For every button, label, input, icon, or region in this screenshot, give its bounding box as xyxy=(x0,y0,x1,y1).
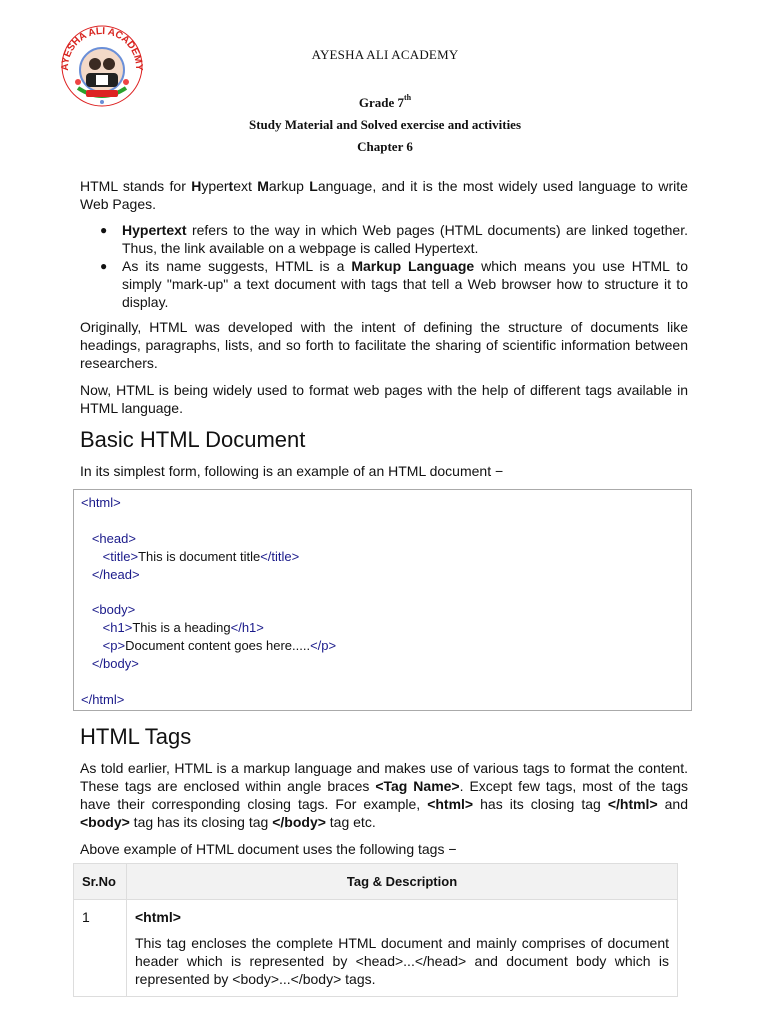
bullet-icon: ● xyxy=(100,223,108,237)
code-line xyxy=(81,583,684,601)
code-line: <head> xyxy=(91,530,136,546)
table-row xyxy=(74,900,678,997)
tag-description: This tag encloses the complete HTML document and mainly comprises of document header which is represented by <head>...</head> and document body which is represented by <body>...</body> tags. xyxy=(135,935,669,987)
usage-paragraph: Now, HTML is being widely used to format web pages with the help of different tags available in HTML language. xyxy=(80,382,688,416)
tags-list-intro: Above example of HTML document uses the following tags − xyxy=(80,841,457,857)
section-intro: In its simplest form, following is an example of an HTML document − xyxy=(80,463,504,479)
code-line: </html> xyxy=(81,691,125,707)
tag-name: <html> xyxy=(135,909,181,925)
row-number: 1 xyxy=(74,900,127,997)
code-line xyxy=(81,673,684,691)
academy-name: AYESHA ALI ACADEMY xyxy=(311,47,459,62)
table-header-row xyxy=(74,864,678,900)
bullet-icon: ● xyxy=(100,259,108,273)
grade-title: Grade 7th xyxy=(358,93,412,110)
tags-paragraph: As told earlier, HTML is a markup language and makes use of various tags to format the content. These tags are enclosed within angle braces <Tag Name>. Except few tags, most of the tags have their corresponding closing tags. For example, <html> has its closing tag </html> and <body> tag has its closing tag </body> tag etc. xyxy=(80,760,689,830)
code-line: <h1>This is a heading</h1> xyxy=(102,620,264,636)
code-line: </body> xyxy=(91,656,139,672)
code-line: <p>Document content goes here.....</p> xyxy=(102,638,337,654)
chapter-title: Chapter 6 xyxy=(357,139,413,154)
tags-table xyxy=(73,863,678,997)
code-line: <title>This is document title</title> xyxy=(102,548,300,564)
bullet-list xyxy=(80,221,688,311)
section-heading-tags: HTML Tags xyxy=(80,724,192,749)
column-header-description: Tag & Description xyxy=(127,864,678,900)
study-subtitle: Study Material and Solved exercise and activities xyxy=(248,117,522,132)
history-paragraph: Originally, HTML was developed with the intent of defining the structure of documents like headings, paragraphs, lists, and so forth to facilitate the sharing of scientific information between researchers. xyxy=(80,319,688,371)
intro-paragraph: HTML stands for Hypertext Markup Language, and it is the most widely used language to write Web Pages. xyxy=(80,178,688,212)
code-line xyxy=(81,512,684,530)
code-line: <body> xyxy=(91,602,136,618)
list-item: ● Hypertext refers to the way in which Web pages (HTML documents) are linked together. Thus, the link available on a webpage is called Hypertext. xyxy=(100,222,688,256)
column-header-srno: Sr.No xyxy=(74,864,127,900)
code-line: </head> xyxy=(91,566,140,582)
list-item: ● As its name suggests, HTML is a Markup Language which means you use HTML to simply "mark-up" a text document with tags that tell a Web browser how to structure it to display. xyxy=(100,258,689,310)
section-heading-basic: Basic HTML Document xyxy=(80,427,306,452)
code-block xyxy=(73,489,692,711)
logo-text: AYESHA ALI ACADEMY xyxy=(59,25,145,71)
row-description xyxy=(127,900,678,997)
code-line: <html> xyxy=(81,495,121,510)
